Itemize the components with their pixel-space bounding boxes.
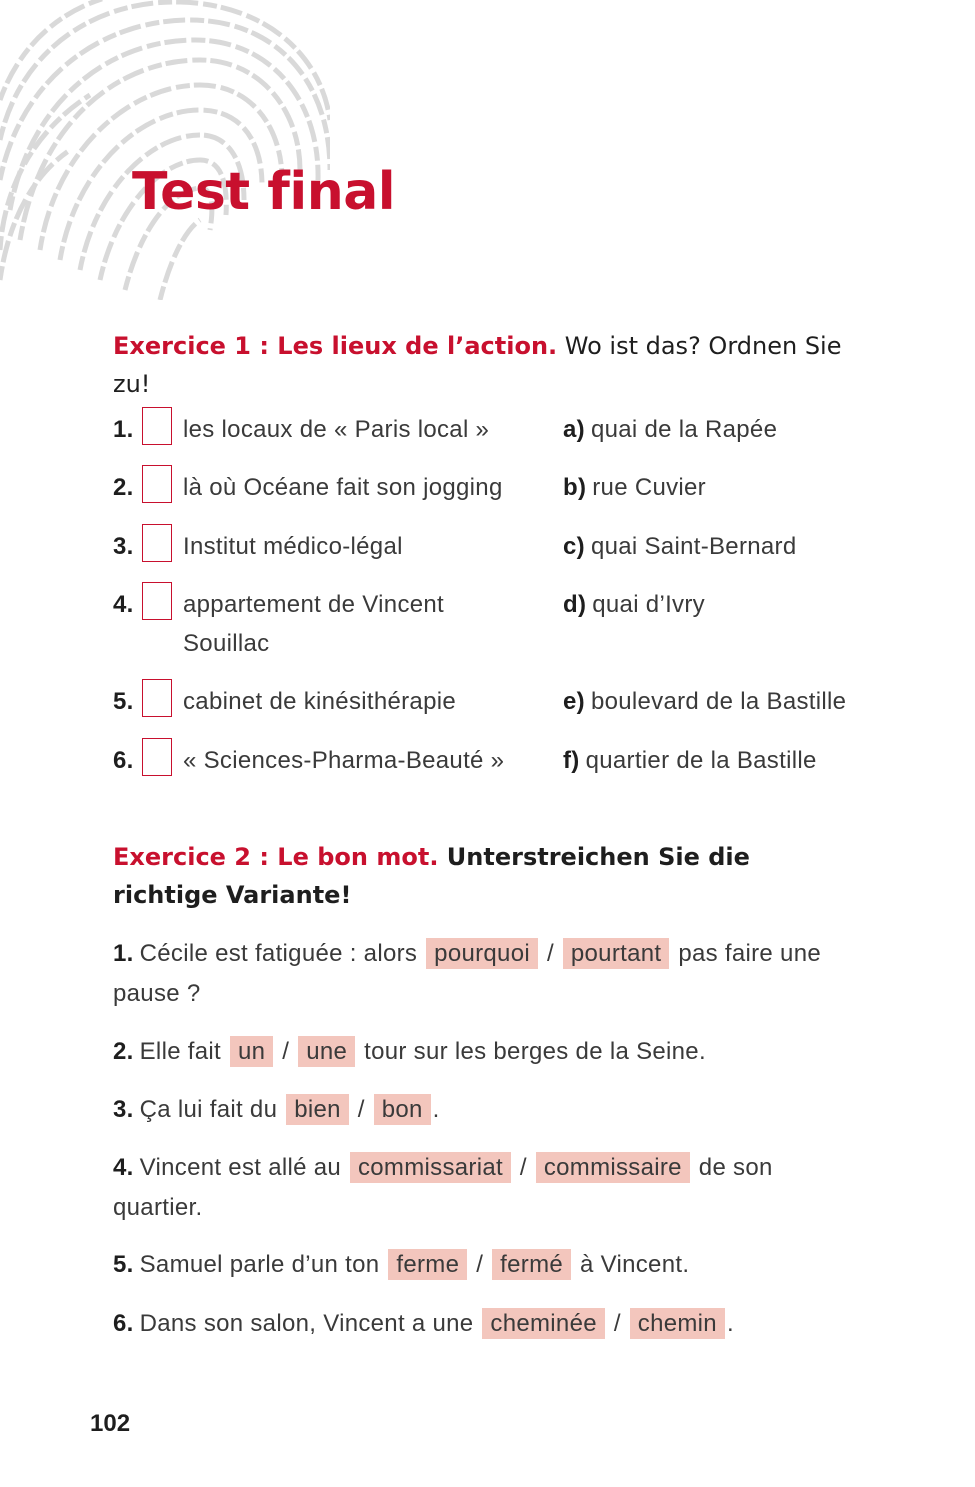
choice-option-2[interactable]: une <box>298 1036 355 1067</box>
option-label: boulevard de la Bastille <box>590 688 847 715</box>
place-label: cabinet de kinésithérapie <box>183 688 457 715</box>
choice-separator: / <box>519 1154 527 1181</box>
exercise2-row-5 <box>113 1245 873 1285</box>
option-letter: f) <box>563 747 580 774</box>
sentence-end: . <box>726 1310 734 1337</box>
choice-option-1[interactable]: bien <box>286 1094 349 1125</box>
choice-separator: / <box>357 1096 365 1123</box>
exercise2-row-3 <box>113 1090 873 1130</box>
option <box>563 527 796 566</box>
choice-option-2[interactable]: bon <box>374 1094 431 1125</box>
choice-option-2[interactable]: commissaire <box>536 1152 690 1183</box>
exercise2-title: Exercice 2 : Le bon mot. <box>113 843 439 871</box>
place-label: Institut médico-légal <box>183 533 403 560</box>
item-number: 4. <box>113 591 134 618</box>
answer-box[interactable] <box>142 582 172 620</box>
exercise2-row-1 <box>113 934 858 1014</box>
exercise2-heading <box>113 838 833 914</box>
option <box>563 410 777 449</box>
exercise2-instruction: Unterstreichen Sie die richtige Variante! <box>113 843 750 909</box>
place-label: « Sciences-Pharma-Beauté » <box>183 747 505 774</box>
item-number: 6. <box>113 1310 134 1337</box>
option <box>563 741 817 780</box>
page-title: Test final <box>132 162 396 222</box>
choice-separator: / <box>476 1251 484 1278</box>
sentence-end: tour sur les berges de la Seine. <box>357 1038 706 1065</box>
item-number: 1. <box>113 416 134 443</box>
exercise2-row-4 <box>113 1148 858 1228</box>
place-label: les locaux de « Paris local » <box>183 416 490 443</box>
option-letter: e) <box>563 688 585 715</box>
choice-option-2[interactable]: chemin <box>630 1308 725 1339</box>
choice-option-1[interactable]: un <box>230 1036 273 1067</box>
sentence-start: Dans son salon, Vincent a une <box>139 1310 481 1337</box>
choice-separator: / <box>546 940 554 967</box>
option-letter: c) <box>563 533 585 560</box>
exercise2-row-2 <box>113 1032 873 1072</box>
exercise2-row-6 <box>113 1304 873 1344</box>
option-letter: a) <box>563 416 585 443</box>
option <box>563 468 706 507</box>
sentence-start: Vincent est allé au <box>139 1154 348 1181</box>
item-number: 6. <box>113 747 134 774</box>
choice-separator: / <box>282 1038 290 1065</box>
sentence-start: Ça lui fait du <box>139 1096 285 1123</box>
place-label: là où Océane fait son jogging <box>183 474 503 501</box>
option-letter: d) <box>563 591 587 618</box>
choice-option-1[interactable]: ferme <box>388 1249 467 1280</box>
exercise1-title: Exercice 1 : Les lieux de l’action. <box>113 332 558 360</box>
answer-box[interactable] <box>142 465 172 503</box>
answer-box[interactable] <box>142 679 172 717</box>
exercise1-heading <box>113 327 873 403</box>
item-number: 2. <box>113 474 134 501</box>
sentence-start: Cécile est fatiguée : alors <box>139 940 425 967</box>
exercise1-instruction: Wo ist das? Ordnen Sie zu! <box>113 332 842 398</box>
item-number: 5. <box>113 1251 134 1278</box>
choice-option-1[interactable]: pourquoi <box>426 938 538 969</box>
choice-separator: / <box>613 1310 621 1337</box>
sentence-start: Elle fait <box>139 1038 228 1065</box>
item-number: 2. <box>113 1038 134 1065</box>
place-label: appartement de Vincent Souillac <box>183 591 445 657</box>
sentence-start: Samuel parle d’un ton <box>139 1251 387 1278</box>
option-letter: b) <box>563 474 587 501</box>
item-number: 3. <box>113 533 134 560</box>
option-label: quartier de la Bastille <box>585 747 817 774</box>
page-number: 102 <box>90 1410 131 1437</box>
sentence-end: à Vincent. <box>573 1251 690 1278</box>
item-number: 4. <box>113 1154 134 1181</box>
answer-box[interactable] <box>142 524 172 562</box>
item-number: 1. <box>113 940 134 967</box>
answer-box[interactable] <box>142 738 172 776</box>
sentence-end: . <box>432 1096 440 1123</box>
sentence-end: de son quartier. <box>113 1154 773 1221</box>
option-label: rue Cuvier <box>592 474 706 501</box>
answer-box[interactable] <box>142 407 172 445</box>
choice-option-1[interactable]: cheminée <box>482 1308 604 1339</box>
option-label: quai de la Rapée <box>590 416 778 443</box>
option-label: quai Saint-Bernard <box>590 533 797 560</box>
choice-option-2[interactable]: pourtant <box>563 938 669 969</box>
choice-option-1[interactable]: commissariat <box>350 1152 511 1183</box>
option <box>563 682 846 721</box>
item-number: 5. <box>113 688 134 715</box>
choice-option-2[interactable]: fermé <box>492 1249 571 1280</box>
option-label: quai d’Ivry <box>592 591 705 618</box>
sentence-end: pas faire une pause ? <box>113 940 821 1007</box>
item-number: 3. <box>113 1096 134 1123</box>
fingerprint-icon <box>0 0 330 300</box>
option <box>563 585 705 624</box>
